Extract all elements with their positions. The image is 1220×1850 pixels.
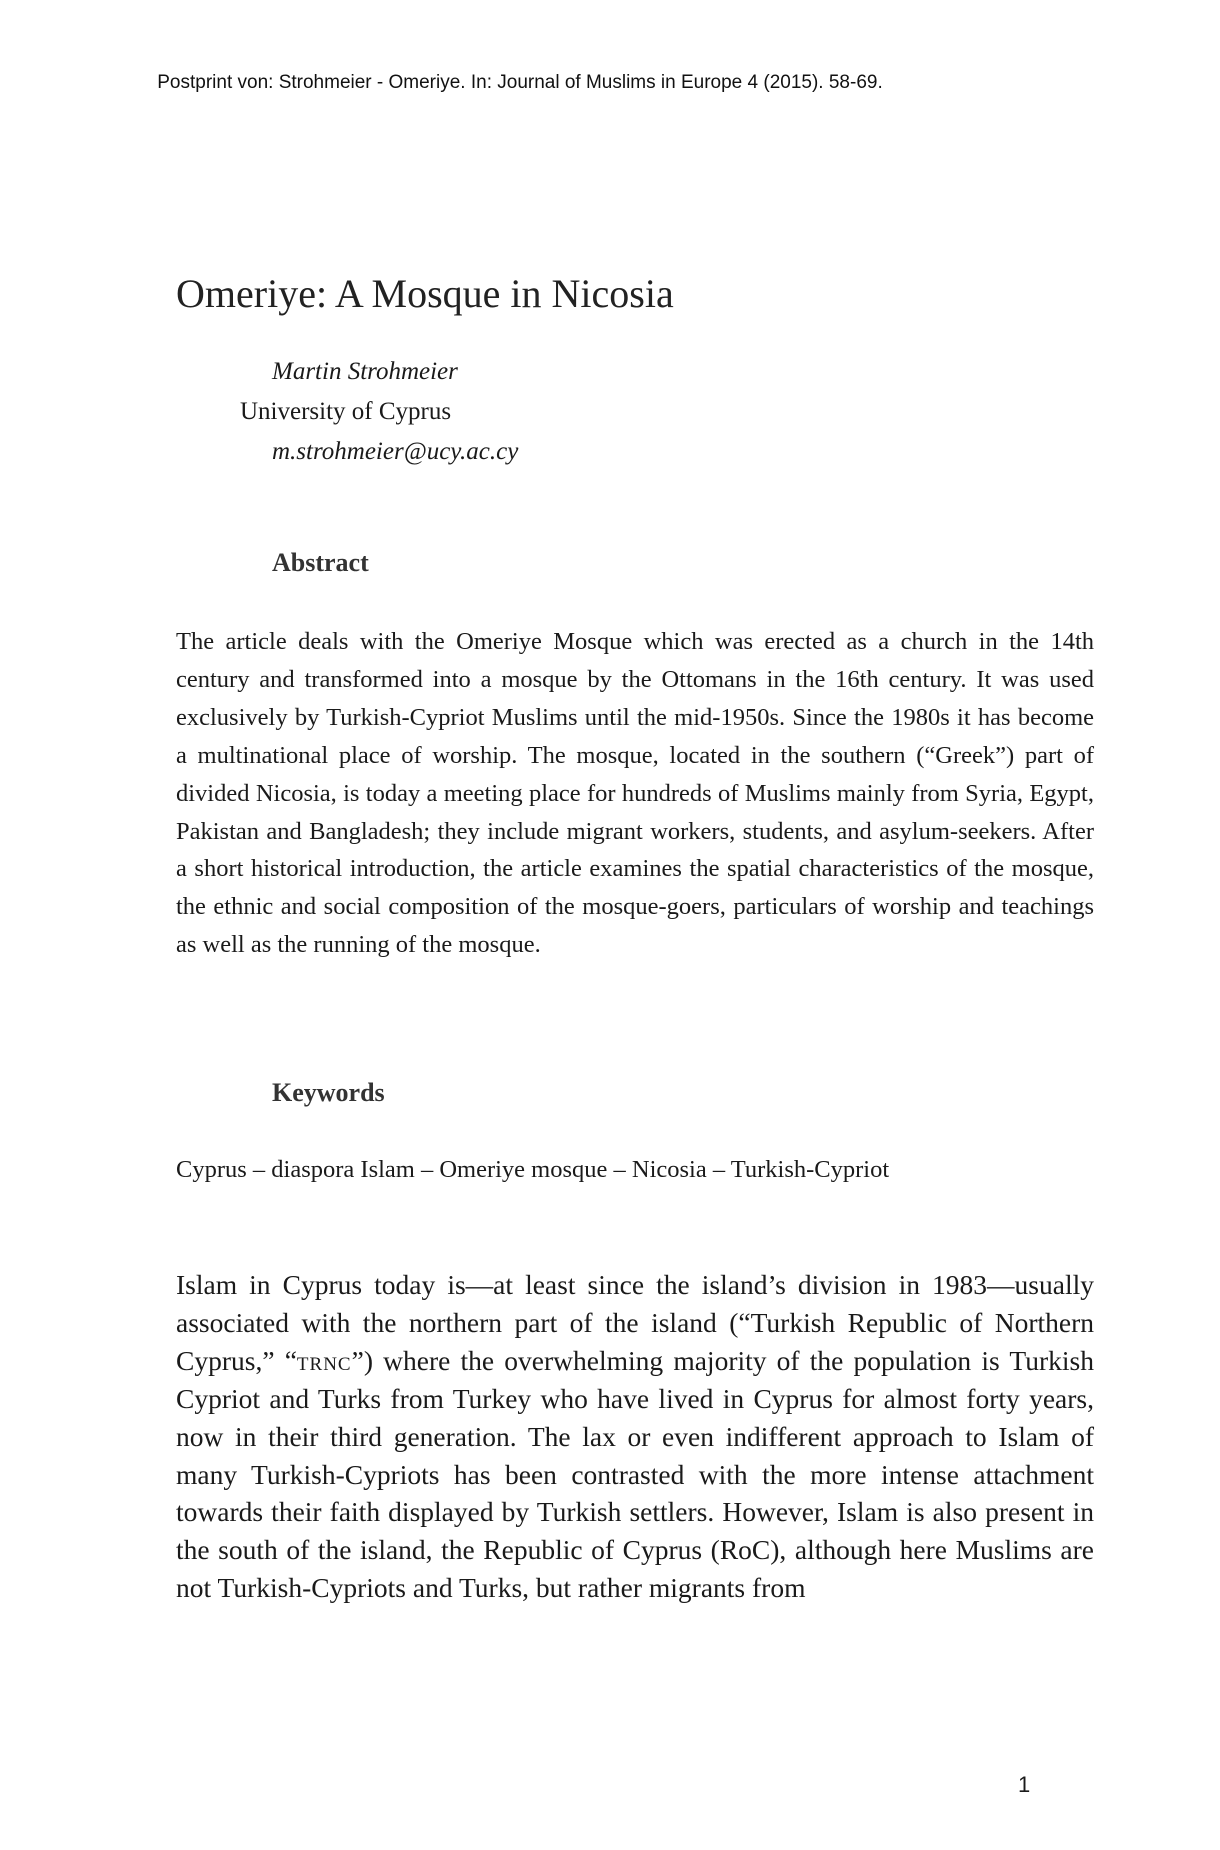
- keywords-text: Cyprus – diaspora Islam – Omeriye mosque – Nicosia – Turkish-Cypriot: [176, 1156, 890, 1183]
- abstract-text: The article deals with the Omeriye Mosque which was erected as a church in the 14th century and transformed into a mosque by the Ottomans in the 16th century. It was used exclusively by Turkish-Cypriot Muslims until the mid-1950s. Since the 1980s it has become a multinational place of worship. The mosque, located in the southern (“Greek”) part of divided Nicosia, is today a meeting place for hundreds of Muslims mainly from Syria, Egypt, Pakistan and Bangladesh; they include migrant workers, students, and asylum-seekers. After a short historical introduction, the article examines the spatial characteristics of the mosque, the ethnic and social composition of the mosque-goers, particulars of worship and teachings as well as the running of the mosque.: [176, 628, 1094, 959]
- author-name: Martin Strohmeier: [272, 358, 458, 385]
- postprint-note: Postprint von: Strohmeier - Omeriye. In: Journal of Muslims in Europe 4 (2015). 58-69.: [157, 72, 883, 93]
- author-affiliation: University of Cyprus: [240, 398, 452, 425]
- body-text-part-2: ”) where the overwhelming majority of the population is Turkish Cypriot and Turks from Turkey who have lived in Cyprus for almost forty years, now in their third generation. The lax or even indifferent approach to Islam of many Turkish-Cypriots has been contrasted with the more intense attachment towards their faith displayed by Turkish settlers. However, Islam is also present in the south of the island, the Republic of Cyprus (RoC), although here Muslims are not Turkish-Cypriots and Turks, but rather migrants from: [176, 1344, 1094, 1604]
- trnc-abbreviation: trnc: [296, 1344, 352, 1376]
- body-paragraph: [176, 1266, 1094, 1607]
- author-email: m.strohmeier@ucy.ac.cy: [272, 438, 519, 465]
- abstract-heading: Abstract: [272, 548, 369, 577]
- body-text-part-1: Islam in Cyprus today is—at least since the island’s division in 1983—usually associated with the northern part of the island (“Turkish Republic of Northern Cyprus,” “: [176, 1269, 1094, 1376]
- keywords-heading: Keywords: [272, 1078, 385, 1107]
- article-title: Omeriye: A Mosque in Nicosia: [176, 271, 674, 316]
- page-number: 1: [1018, 1772, 1031, 1797]
